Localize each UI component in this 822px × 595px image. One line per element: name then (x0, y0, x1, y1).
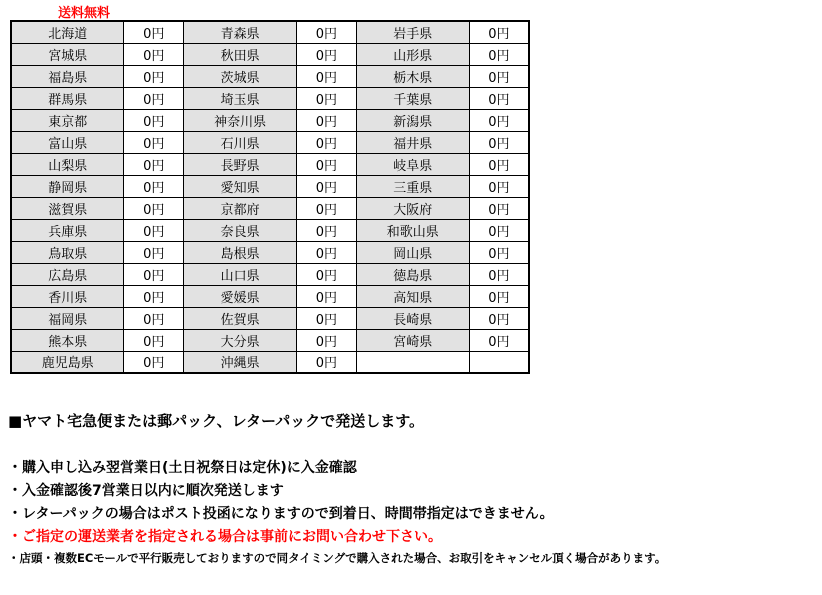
fee-cell: 0円 (124, 219, 184, 241)
fee-cell: 0円 (297, 131, 357, 153)
empty-prefecture-cell (356, 351, 469, 373)
table-row (11, 351, 529, 373)
free-shipping-label: 送料無料 (58, 6, 111, 21)
fee-cell: 0円 (124, 351, 184, 373)
prefecture-cell: 神奈川県 (184, 109, 297, 131)
prefecture-cell: 宮城県 (11, 43, 124, 65)
fee-cell: 0円 (124, 175, 184, 197)
table-row (11, 263, 529, 285)
fee-cell: 0円 (469, 175, 529, 197)
prefecture-cell: 長野県 (184, 153, 297, 175)
fee-cell: 0円 (124, 241, 184, 263)
prefecture-cell: 熊本県 (11, 329, 124, 351)
prefecture-cell: 長崎県 (356, 307, 469, 329)
prefecture-cell: 富山県 (11, 131, 124, 153)
prefecture-cell: 青森県 (184, 21, 297, 43)
fee-cell: 0円 (297, 351, 357, 373)
shipping-method-heading: ■ヤマト宅急便または郵パック、レターパックで発送します。 (8, 412, 425, 430)
list-item: ・レターパックの場合はポスト投函になりますので到着日、時間帯指定はできません。 (8, 505, 554, 522)
fee-cell: 0円 (297, 263, 357, 285)
fee-cell: 0円 (469, 21, 529, 43)
fee-cell: 0円 (297, 153, 357, 175)
fee-cell: 0円 (469, 219, 529, 241)
prefecture-cell: 岡山県 (356, 241, 469, 263)
fee-cell: 0円 (297, 197, 357, 219)
prefecture-cell: 栃木県 (356, 65, 469, 87)
fee-cell: 0円 (469, 153, 529, 175)
list-item: ・入金確認後7営業日以内に順次発送します (8, 482, 284, 499)
prefecture-cell: 島根県 (184, 241, 297, 263)
prefecture-cell: 沖縄県 (184, 351, 297, 373)
fee-cell: 0円 (124, 87, 184, 109)
fee-cell: 0円 (297, 65, 357, 87)
fee-cell: 0円 (469, 197, 529, 219)
fee-cell: 0円 (124, 329, 184, 351)
table-row (11, 241, 529, 263)
fee-cell: 0円 (297, 175, 357, 197)
table-row (11, 329, 529, 351)
prefecture-cell: 福岡県 (11, 307, 124, 329)
prefecture-cell: 福井県 (356, 131, 469, 153)
prefecture-cell: 愛媛県 (184, 285, 297, 307)
list-item: ・店頭・複数ECモールで平行販売しておりますので同タイミングで購入された場合、お取引をキャンセル頂く場合があります。 (8, 550, 667, 565)
fee-cell: 0円 (469, 263, 529, 285)
prefecture-cell: 北海道 (11, 21, 124, 43)
fee-cell: 0円 (297, 329, 357, 351)
prefecture-cell: 香川県 (11, 285, 124, 307)
prefecture-cell: 山口県 (184, 263, 297, 285)
prefecture-cell: 山形県 (356, 43, 469, 65)
prefecture-cell: 鳥取県 (11, 241, 124, 263)
table-row (11, 43, 529, 65)
prefecture-cell: 滋賀県 (11, 197, 124, 219)
prefecture-cell: 奈良県 (184, 219, 297, 241)
prefecture-cell: 三重県 (356, 175, 469, 197)
prefecture-cell: 徳島県 (356, 263, 469, 285)
table-row (11, 153, 529, 175)
table-row (11, 285, 529, 307)
fee-cell: 0円 (124, 263, 184, 285)
prefecture-cell: 東京都 (11, 109, 124, 131)
table-row (11, 131, 529, 153)
fee-cell: 0円 (297, 21, 357, 43)
prefecture-cell: 福島県 (11, 65, 124, 87)
shipping-fee-table-body (11, 21, 529, 373)
shipping-notes-list (8, 458, 814, 566)
fee-cell: 0円 (297, 219, 357, 241)
prefecture-cell: 静岡県 (11, 175, 124, 197)
prefecture-cell: 愛知県 (184, 175, 297, 197)
prefecture-cell: 岐阜県 (356, 153, 469, 175)
prefecture-cell: 群馬県 (11, 87, 124, 109)
fee-cell: 0円 (469, 87, 529, 109)
shipping-notes (8, 412, 814, 569)
table-row (11, 65, 529, 87)
fee-cell: 0円 (124, 43, 184, 65)
prefecture-cell: 宮崎県 (356, 329, 469, 351)
fee-cell: 0円 (469, 109, 529, 131)
fee-cell: 0円 (124, 65, 184, 87)
prefecture-cell: 秋田県 (184, 43, 297, 65)
fee-cell: 0円 (297, 307, 357, 329)
list-item: ・購入申し込み翌営業日(土日祝祭日は定休)に入金確認 (8, 459, 357, 476)
table-row (11, 175, 529, 197)
fee-cell: 0円 (469, 285, 529, 307)
table-row (11, 109, 529, 131)
prefecture-cell: 兵庫県 (11, 219, 124, 241)
prefecture-cell: 大分県 (184, 329, 297, 351)
fee-cell: 0円 (297, 285, 357, 307)
prefecture-cell: 千葉県 (356, 87, 469, 109)
fee-cell: 0円 (124, 153, 184, 175)
fee-cell: 0円 (469, 241, 529, 263)
prefecture-cell: 和歌山県 (356, 219, 469, 241)
fee-cell: 0円 (469, 329, 529, 351)
prefecture-cell: 石川県 (184, 131, 297, 153)
prefecture-cell: 岩手県 (356, 21, 469, 43)
shipping-fee-table (10, 20, 530, 374)
fee-cell: 0円 (124, 307, 184, 329)
prefecture-cell: 鹿児島県 (11, 351, 124, 373)
fee-cell: 0円 (297, 87, 357, 109)
fee-cell: 0円 (124, 197, 184, 219)
fee-cell: 0円 (124, 131, 184, 153)
prefecture-cell: 大阪府 (356, 197, 469, 219)
table-row (11, 21, 529, 43)
prefecture-cell: 広島県 (11, 263, 124, 285)
fee-cell: 0円 (297, 109, 357, 131)
list-item: ・ご指定の運送業者を指定される場合は事前にお問い合わせ下さい。 (8, 528, 442, 545)
fee-cell: 0円 (469, 65, 529, 87)
fee-cell: 0円 (297, 43, 357, 65)
fee-cell: 0円 (469, 43, 529, 65)
table-row (11, 197, 529, 219)
prefecture-cell: 埼玉県 (184, 87, 297, 109)
fee-cell: 0円 (469, 131, 529, 153)
prefecture-cell: 京都府 (184, 197, 297, 219)
table-row (11, 307, 529, 329)
fee-cell: 0円 (469, 307, 529, 329)
prefecture-cell: 新潟県 (356, 109, 469, 131)
prefecture-cell: 茨城県 (184, 65, 297, 87)
fee-cell: 0円 (124, 21, 184, 43)
fee-cell: 0円 (297, 241, 357, 263)
empty-fee-cell (469, 351, 529, 373)
prefecture-cell: 高知県 (356, 285, 469, 307)
fee-cell: 0円 (124, 109, 184, 131)
table-row (11, 87, 529, 109)
prefecture-cell: 山梨県 (11, 153, 124, 175)
prefecture-cell: 佐賀県 (184, 307, 297, 329)
fee-cell: 0円 (124, 285, 184, 307)
table-row (11, 219, 529, 241)
